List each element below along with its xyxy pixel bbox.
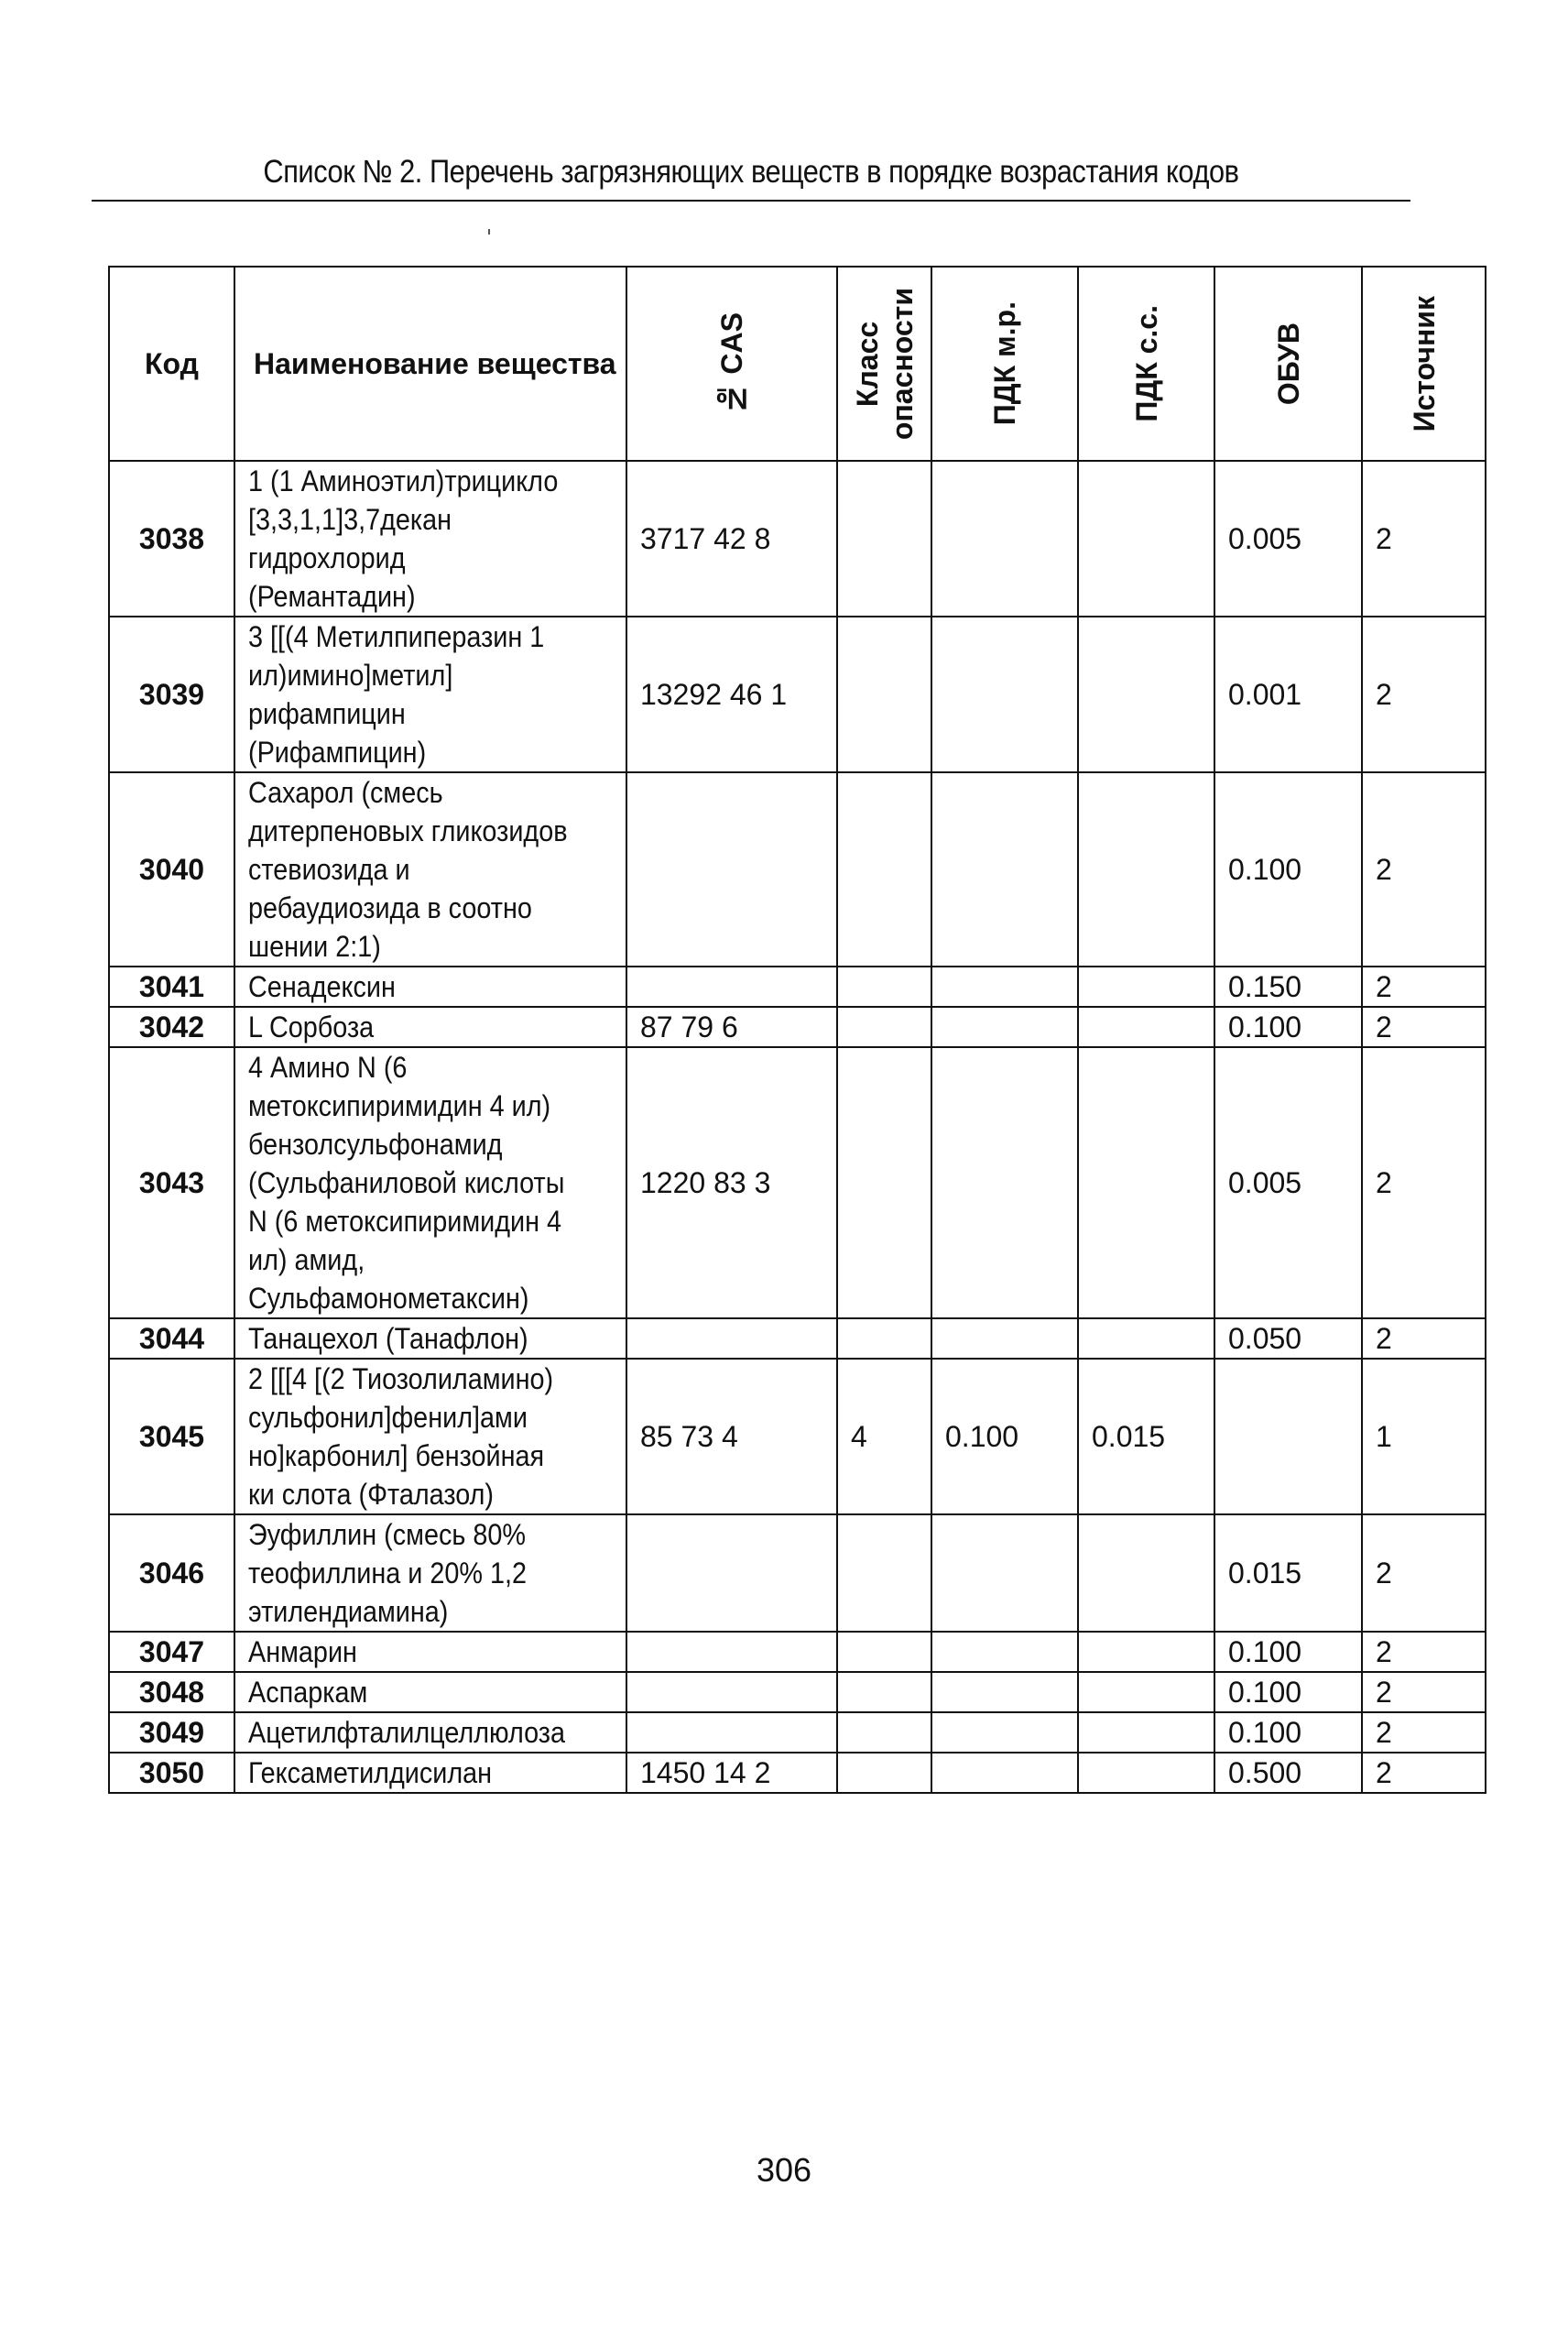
cell-cas-number: 87 79 6 bbox=[626, 1007, 837, 1047]
cell-pdk-ss bbox=[1078, 1753, 1214, 1793]
cell-obuv: 0.100 bbox=[1214, 1712, 1362, 1753]
column-header-obuv: ОБУВ bbox=[1214, 267, 1362, 461]
cell-hazard-class bbox=[837, 1672, 931, 1712]
table-row bbox=[109, 1712, 1486, 1753]
cell-pdk-mr bbox=[931, 1318, 1078, 1359]
cell-substance-name: Сенадексин bbox=[234, 967, 626, 1007]
cell-obuv: 0.005 bbox=[1214, 461, 1362, 617]
table-header-row bbox=[109, 267, 1486, 461]
cell-source: 2 bbox=[1362, 1753, 1486, 1793]
cell-cas-number: 1450 14 2 bbox=[626, 1753, 837, 1793]
table-row bbox=[109, 967, 1486, 1007]
cell-code: 3050 bbox=[109, 1753, 234, 1793]
table-row bbox=[109, 1047, 1486, 1318]
cell-obuv: 0.050 bbox=[1214, 1318, 1362, 1359]
cell-pdk-mr bbox=[931, 772, 1078, 967]
cell-substance-name: L Сорбоза bbox=[234, 1007, 626, 1047]
cell-pdk-ss bbox=[1078, 1672, 1214, 1712]
cell-hazard-class bbox=[837, 1712, 931, 1753]
cell-pdk-ss bbox=[1078, 1047, 1214, 1318]
table-row bbox=[109, 1359, 1486, 1514]
cell-hazard-class bbox=[837, 617, 931, 772]
cell-cas-number bbox=[626, 772, 837, 967]
cell-pdk-mr bbox=[931, 1007, 1078, 1047]
cell-pdk-ss: 0.015 bbox=[1078, 1359, 1214, 1514]
cell-code: 3038 bbox=[109, 461, 234, 617]
page-number: 306 bbox=[756, 2151, 812, 2189]
table-body bbox=[109, 461, 1486, 1793]
cell-code: 3043 bbox=[109, 1047, 234, 1318]
cell-substance-name: 3 [[(4 Метилпиперазин 1 ил)имино]метил] рифампицин (Рифампицин) bbox=[234, 617, 626, 772]
cell-pdk-ss bbox=[1078, 617, 1214, 772]
cell-source: 2 bbox=[1362, 1007, 1486, 1047]
cell-obuv: 0.015 bbox=[1214, 1514, 1362, 1632]
cell-source: 2 bbox=[1362, 617, 1486, 772]
cell-cas-number bbox=[626, 1318, 837, 1359]
cell-source: 2 bbox=[1362, 772, 1486, 967]
cell-code: 3039 bbox=[109, 617, 234, 772]
cell-pdk-mr bbox=[931, 1047, 1078, 1318]
cell-code: 3048 bbox=[109, 1672, 234, 1712]
cell-pdk-mr bbox=[931, 1753, 1078, 1793]
cell-cas-number bbox=[626, 967, 837, 1007]
cell-pdk-ss bbox=[1078, 461, 1214, 617]
cell-source: 2 bbox=[1362, 967, 1486, 1007]
cell-pdk-mr bbox=[931, 461, 1078, 617]
cell-hazard-class bbox=[837, 1753, 931, 1793]
cell-code: 3046 bbox=[109, 1514, 234, 1632]
cell-pdk-ss bbox=[1078, 1632, 1214, 1672]
cell-hazard-class: 4 bbox=[837, 1359, 931, 1514]
cell-pdk-mr bbox=[931, 1632, 1078, 1672]
cell-pdk-ss bbox=[1078, 967, 1214, 1007]
cell-pdk-ss bbox=[1078, 1007, 1214, 1047]
cell-substance-name: Эуфиллин (смесь 80% теофиллина и 20% 1,2 этилендиамина) bbox=[234, 1514, 626, 1632]
cell-code: 3045 bbox=[109, 1359, 234, 1514]
cell-pdk-mr: 0.100 bbox=[931, 1359, 1078, 1514]
cell-cas-number: 13292 46 1 bbox=[626, 617, 837, 772]
cell-hazard-class bbox=[837, 1047, 931, 1318]
cell-source: 2 bbox=[1362, 461, 1486, 617]
cell-cas-number bbox=[626, 1632, 837, 1672]
column-header-hazard-class: Класс опасности bbox=[837, 267, 931, 461]
column-header-code: Код bbox=[109, 267, 234, 461]
header-divider bbox=[92, 200, 1410, 202]
cell-source: 2 bbox=[1362, 1672, 1486, 1712]
pollutant-table bbox=[108, 266, 1486, 1794]
cell-code: 3042 bbox=[109, 1007, 234, 1047]
cell-substance-name: Ацетилфталилцеллюлоза bbox=[234, 1712, 626, 1753]
cell-code: 3044 bbox=[109, 1318, 234, 1359]
cell-cas-number: 1220 83 3 bbox=[626, 1047, 837, 1318]
cell-source: 2 bbox=[1362, 1712, 1486, 1753]
cell-cas-number bbox=[626, 1514, 837, 1632]
cell-cas-number bbox=[626, 1712, 837, 1753]
table-row bbox=[109, 772, 1486, 967]
cell-pdk-mr bbox=[931, 967, 1078, 1007]
column-header-source: Источник bbox=[1362, 267, 1486, 461]
cell-obuv: 0.100 bbox=[1214, 1632, 1362, 1672]
cell-obuv bbox=[1214, 1359, 1362, 1514]
column-header-pdk-mr: ПДК м.р. bbox=[931, 267, 1078, 461]
cell-substance-name: Аспаркам bbox=[234, 1672, 626, 1712]
cell-obuv: 0.005 bbox=[1214, 1047, 1362, 1318]
cell-pdk-ss bbox=[1078, 1514, 1214, 1632]
cell-code: 3041 bbox=[109, 967, 234, 1007]
cell-obuv: 0.100 bbox=[1214, 1007, 1362, 1047]
cell-hazard-class bbox=[837, 1318, 931, 1359]
table-row bbox=[109, 1318, 1486, 1359]
cell-source: 2 bbox=[1362, 1047, 1486, 1318]
cell-hazard-class bbox=[837, 1514, 931, 1632]
table-row bbox=[109, 1007, 1486, 1047]
column-header-pdk-ss: ПДК с.с. bbox=[1078, 267, 1214, 461]
cell-pdk-mr bbox=[931, 1514, 1078, 1632]
cell-code: 3047 bbox=[109, 1632, 234, 1672]
cell-pdk-mr bbox=[931, 1712, 1078, 1753]
cell-hazard-class bbox=[837, 1632, 931, 1672]
column-header-name: Наименование вещества bbox=[234, 267, 626, 461]
cell-substance-name: Сахарол (смесь дитерпеновых гликозидов стевиозида и ребаудиозида в соотно шении 2:1) bbox=[234, 772, 626, 967]
cell-code: 3040 bbox=[109, 772, 234, 967]
table-row bbox=[109, 1672, 1486, 1712]
cell-source: 2 bbox=[1362, 1318, 1486, 1359]
cell-cas-number: 85 73 4 bbox=[626, 1359, 837, 1514]
table-row bbox=[109, 461, 1486, 617]
cell-hazard-class bbox=[837, 967, 931, 1007]
table-row bbox=[109, 1514, 1486, 1632]
cell-substance-name: Анмарин bbox=[234, 1632, 626, 1672]
cell-substance-name: 1 (1 Аминоэтил)трицикло [3,3,1,1]3,7декан гидрохлорид (Ремантадин) bbox=[234, 461, 626, 617]
cell-cas-number bbox=[626, 1672, 837, 1712]
cell-substance-name: 2 [[[4 [(2 Тиозолиламино) сульфонил]фенил]ами но]карбонил] бензойная ки слота (Фталазол) bbox=[234, 1359, 626, 1514]
cell-pdk-ss bbox=[1078, 1712, 1214, 1753]
cell-obuv: 0.500 bbox=[1214, 1753, 1362, 1793]
cell-pdk-ss bbox=[1078, 1318, 1214, 1359]
cell-substance-name: Гексаметилдисилан bbox=[234, 1753, 626, 1793]
table-row bbox=[109, 1632, 1486, 1672]
cell-code: 3049 bbox=[109, 1712, 234, 1753]
cell-source: 1 bbox=[1362, 1359, 1486, 1514]
scan-speck bbox=[488, 229, 490, 235]
cell-source: 2 bbox=[1362, 1514, 1486, 1632]
page-title: Список № 2. Перечень загрязняющих веществ в порядке возрастания кодов bbox=[263, 154, 1239, 190]
cell-hazard-class bbox=[837, 461, 931, 617]
cell-pdk-mr bbox=[931, 617, 1078, 772]
cell-substance-name: Танацехол (Танафлон) bbox=[234, 1318, 626, 1359]
cell-pdk-mr bbox=[931, 1672, 1078, 1712]
cell-source: 2 bbox=[1362, 1632, 1486, 1672]
cell-obuv: 0.001 bbox=[1214, 617, 1362, 772]
cell-hazard-class bbox=[837, 1007, 931, 1047]
table-row bbox=[109, 1753, 1486, 1793]
table-row bbox=[109, 617, 1486, 772]
cell-obuv: 0.150 bbox=[1214, 967, 1362, 1007]
cell-pdk-ss bbox=[1078, 772, 1214, 967]
cell-hazard-class bbox=[837, 772, 931, 967]
cell-obuv: 0.100 bbox=[1214, 1672, 1362, 1712]
cell-substance-name: 4 Амино N (6 метоксипиримидин 4 ил) бензолсульфонамид (Сульфаниловой кислоты N (6 метоксипиримидин 4 ил) амид, Сульфамонометаксин) bbox=[234, 1047, 626, 1318]
cell-obuv: 0.100 bbox=[1214, 772, 1362, 967]
cell-cas-number: 3717 42 8 bbox=[626, 461, 837, 617]
column-header-cas: № CAS bbox=[626, 267, 837, 461]
